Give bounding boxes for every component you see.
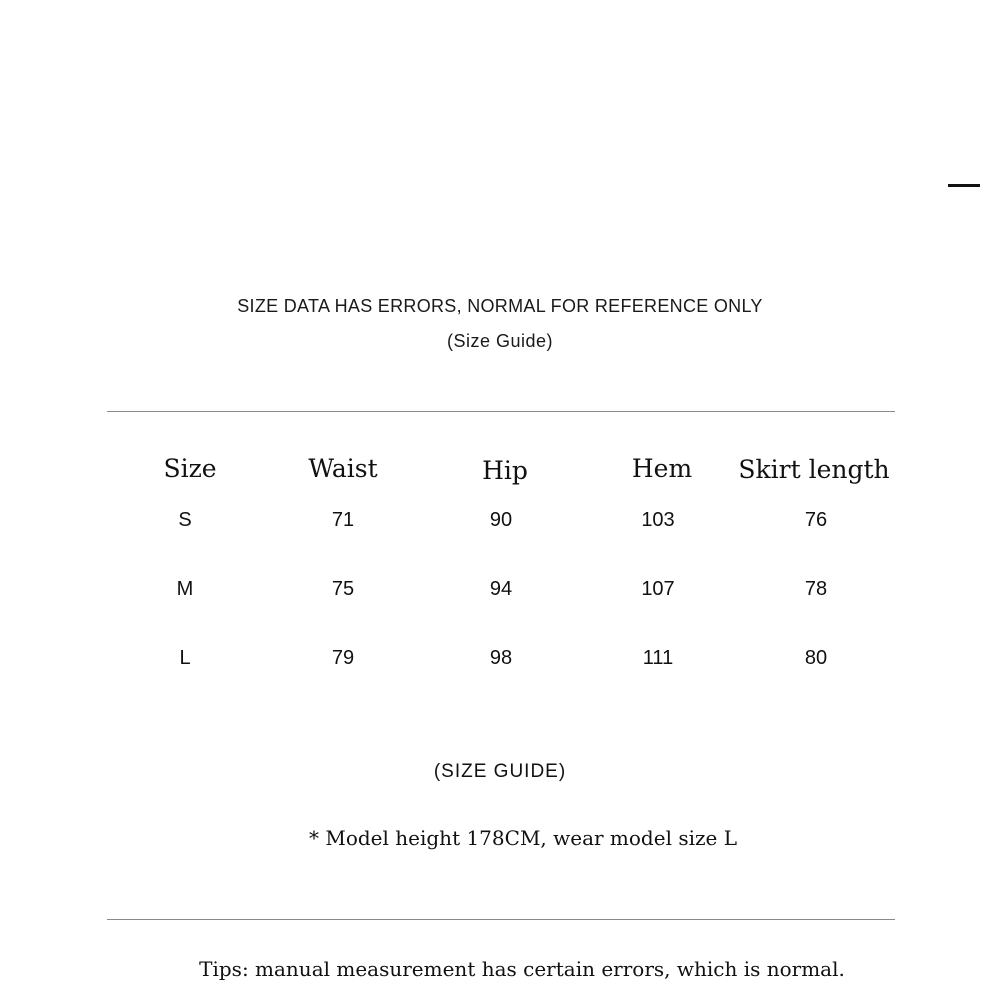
table-cell: 98 — [489, 647, 513, 669]
table-cell: 103 — [641, 509, 675, 531]
table-cell: 79 — [331, 647, 355, 669]
header-hip: Hip — [482, 456, 528, 485]
table-cell: 107 — [641, 578, 675, 600]
table-cell: 78 — [804, 578, 828, 600]
header-size: Size — [163, 454, 217, 483]
table-cell: 71 — [331, 509, 355, 531]
header-hem: Hem — [631, 454, 693, 483]
header-skirt-length: Skirt length — [738, 455, 890, 484]
table-cell: L — [179, 647, 191, 669]
table-cell: 75 — [331, 578, 355, 600]
table-cell: M — [176, 578, 194, 600]
table-cell: 76 — [804, 509, 828, 531]
table-cell: 90 — [489, 509, 513, 531]
size-guide-subtitle: (Size Guide) — [446, 331, 554, 351]
table-cell: 111 — [642, 647, 674, 669]
tips-text: Tips: manual measurement has certain errors, which is normal. — [199, 957, 845, 981]
size-notice: SIZE DATA HAS ERRORS, NORMAL FOR REFERENCE ONLY — [237, 296, 763, 316]
bottom-divider — [107, 919, 895, 920]
table-cell: 94 — [489, 578, 513, 600]
table-cell: 80 — [804, 647, 828, 669]
table-cell: S — [178, 509, 192, 531]
model-note: * Model height 178CM, wear model size L — [309, 826, 737, 850]
header-waist: Waist — [308, 454, 378, 483]
size-guide-label: (SIZE GUIDE) — [433, 761, 567, 782]
